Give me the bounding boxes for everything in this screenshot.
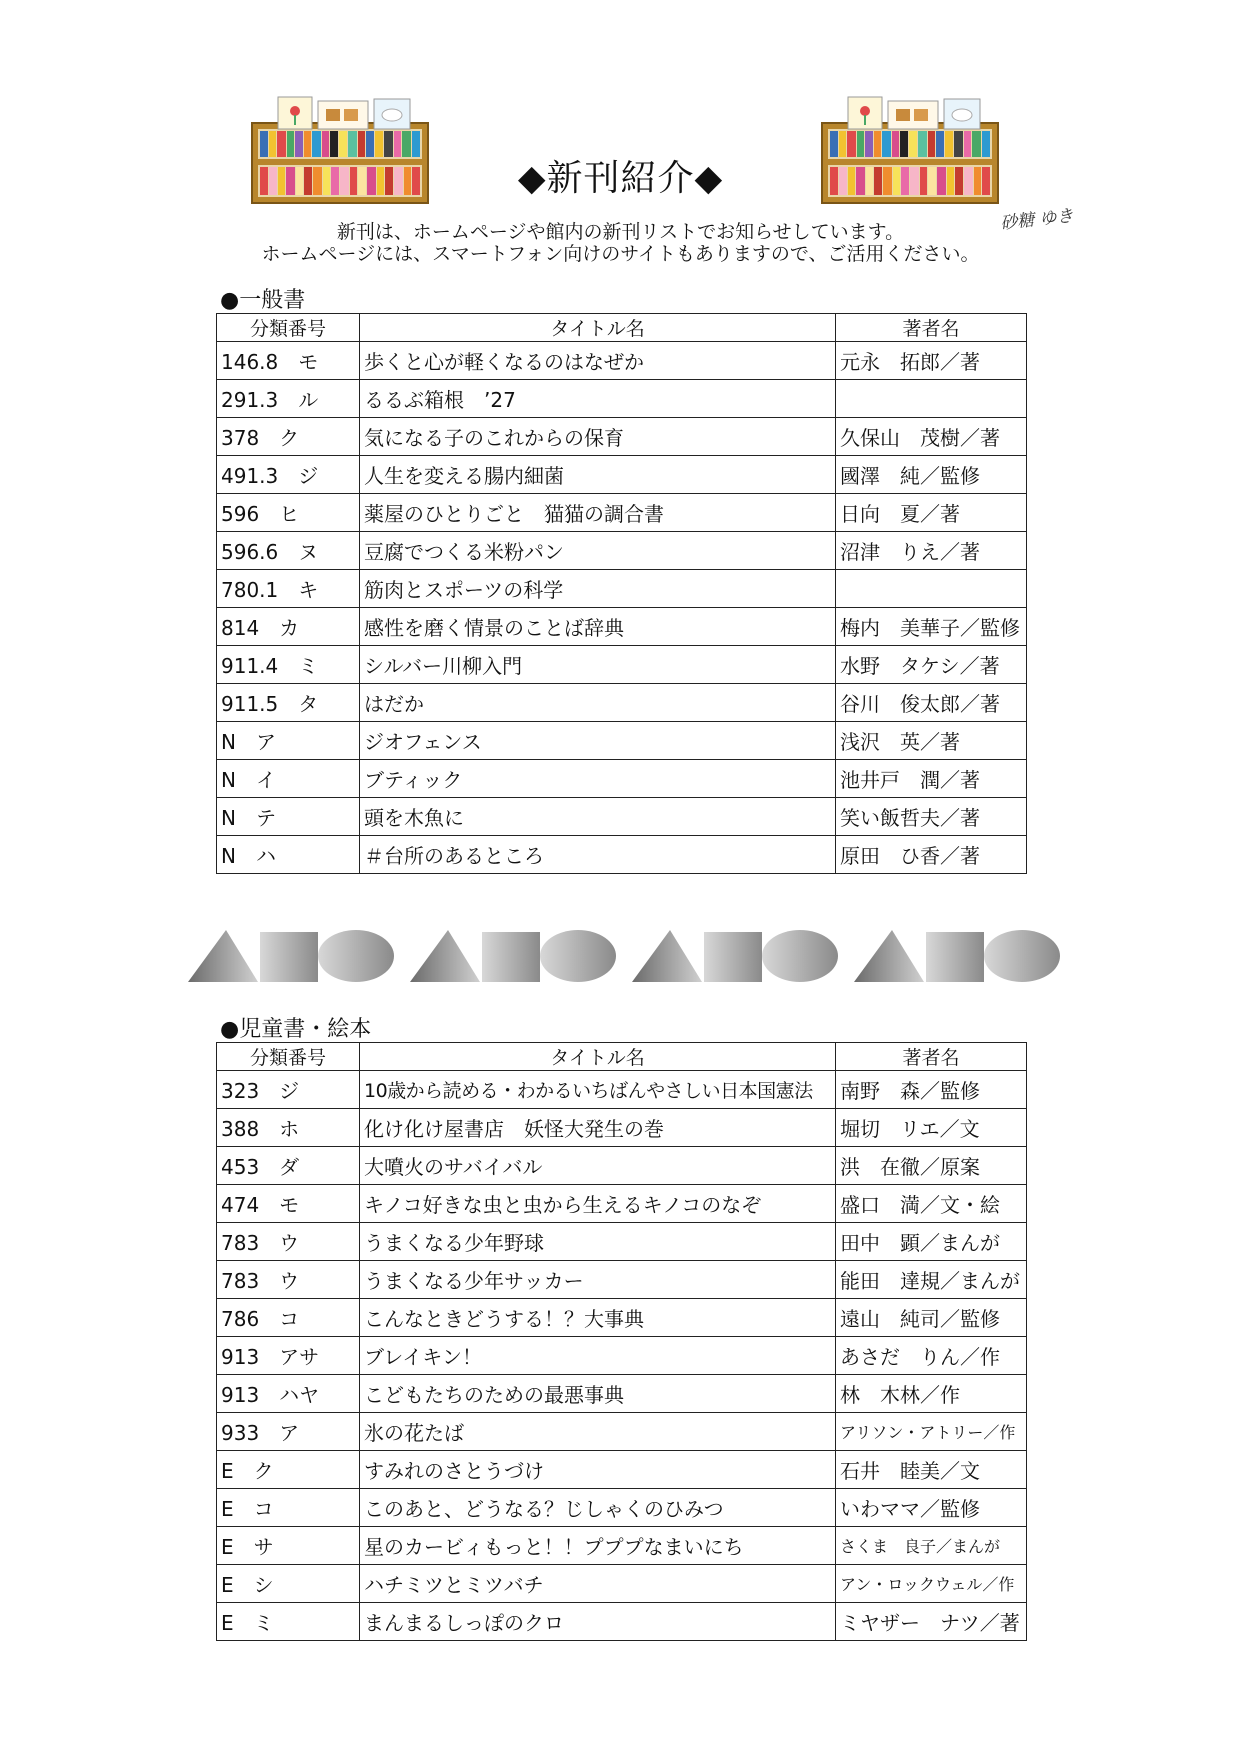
table-row xyxy=(217,1261,1027,1299)
classification-cell: 783 ウ xyxy=(217,1223,360,1261)
general-books-table xyxy=(216,313,1027,874)
table-row xyxy=(217,456,1027,494)
title-cell: 頭を木魚に xyxy=(360,798,836,836)
classification-cell: 911.4 ミ xyxy=(217,646,360,684)
title-cell: ブレイキン！ xyxy=(360,1337,836,1375)
title-cell: 大噴火のサバイバル xyxy=(360,1147,836,1185)
illustrator-signature: 砂糖 ゆき xyxy=(999,206,1075,234)
title-cell: こんなときどうする！？大事典 xyxy=(360,1299,836,1337)
classification-cell: 146.8 モ xyxy=(217,342,360,380)
classification-cell: 780.1 キ xyxy=(217,570,360,608)
title-cell: 豆腐でつくる米粉パン xyxy=(360,532,836,570)
table-row xyxy=(217,342,1027,380)
page-title: ◆新刊紹介◆ xyxy=(517,158,724,199)
author-cell: 田中 顕／まんが xyxy=(836,1223,1027,1261)
column-header-title: タイトル名 xyxy=(360,1043,836,1071)
classification-cell: 913 ハヤ xyxy=(217,1375,360,1413)
title-cell: まんまるしっぽのクロ xyxy=(360,1603,836,1641)
author-cell: 原田 ひ香／著 xyxy=(836,836,1027,874)
table-row xyxy=(217,418,1027,456)
intro-text: 新刊は、ホームページや館内の新刊リストでお知らせしています。 xyxy=(336,221,905,243)
table-header-row xyxy=(217,1043,1027,1071)
classification-cell: 596 ヒ xyxy=(217,494,360,532)
author-cell xyxy=(836,380,1027,418)
classification-cell: N ハ xyxy=(217,836,360,874)
table-row xyxy=(217,1299,1027,1337)
classification-cell: 913 アサ xyxy=(217,1337,360,1375)
author-cell: 池井戸 潤／著 xyxy=(836,760,1027,798)
table-row xyxy=(217,1489,1027,1527)
table-row xyxy=(217,608,1027,646)
children-books-table xyxy=(216,1042,1027,1641)
title-cell: こどもたちのための最悪事典 xyxy=(360,1375,836,1413)
classification-cell: 491.3 ジ xyxy=(217,456,360,494)
section-heading-children: ●児童書・絵本 xyxy=(220,1017,372,1042)
classification-cell: E コ xyxy=(217,1489,360,1527)
classification-cell: 783 ウ xyxy=(217,1261,360,1299)
title-cell: 歩くと心が軽くなるのはなぜか xyxy=(360,342,836,380)
table-row xyxy=(217,722,1027,760)
column-header-classification: 分類番号 xyxy=(217,1043,360,1071)
author-cell: アン・ロックウェル／作 xyxy=(836,1565,1027,1603)
classification-cell: E シ xyxy=(217,1565,360,1603)
title-cell: るるぶ箱根 ’27 xyxy=(360,380,836,418)
column-header-title: タイトル名 xyxy=(360,314,836,342)
author-cell: 谷川 俊太郎／著 xyxy=(836,684,1027,722)
title-cell: 氷の花たば xyxy=(360,1413,836,1451)
table-row xyxy=(217,494,1027,532)
title-cell: はだか xyxy=(360,684,836,722)
title-cell: ジオフェンス xyxy=(360,722,836,760)
author-cell: 元永 拓郎／著 xyxy=(836,342,1027,380)
classification-cell: 388 ホ xyxy=(217,1109,360,1147)
classification-cell: N テ xyxy=(217,798,360,836)
author-cell: さくま 良子／まんが xyxy=(836,1527,1027,1565)
title-cell: 筋肉とスポーツの科学 xyxy=(360,570,836,608)
author-cell: 洪 在徹／原案 xyxy=(836,1147,1027,1185)
table-row xyxy=(217,1109,1027,1147)
author-cell xyxy=(836,570,1027,608)
table-header-row xyxy=(217,314,1027,342)
table-row xyxy=(217,1185,1027,1223)
table-row xyxy=(217,1565,1027,1603)
author-cell: 盛口 満／文・絵 xyxy=(836,1185,1027,1223)
title-cell: ブティック xyxy=(360,760,836,798)
title-cell: シルバー川柳入門 xyxy=(360,646,836,684)
author-cell: 遠山 純司／監修 xyxy=(836,1299,1027,1337)
table-row xyxy=(217,836,1027,874)
table-row xyxy=(217,1071,1027,1109)
classification-cell: 453 ダ xyxy=(217,1147,360,1185)
intro-text: ホームページには、スマートフォン向けのサイトもありますので、ご活用ください。 xyxy=(261,243,980,265)
author-cell: あさだ りん／作 xyxy=(836,1337,1027,1375)
title-cell: 化け化け屋書店 妖怪大発生の巻 xyxy=(360,1109,836,1147)
classification-cell: 323 ジ xyxy=(217,1071,360,1109)
title-cell: ハチミツとミツバチ xyxy=(360,1565,836,1603)
author-cell: 笑い飯哲夫／著 xyxy=(836,798,1027,836)
author-cell: 沼津 りえ／著 xyxy=(836,532,1027,570)
classification-cell: E サ xyxy=(217,1527,360,1565)
table-row xyxy=(217,1223,1027,1261)
table-row xyxy=(217,798,1027,836)
title-cell: うまくなる少年サッカー xyxy=(360,1261,836,1299)
classification-cell: 911.5 タ xyxy=(217,684,360,722)
classification-cell: E ク xyxy=(217,1451,360,1489)
title-cell: うまくなる少年野球 xyxy=(360,1223,836,1261)
table-row xyxy=(217,1527,1027,1565)
author-cell: ミヤザー ナツ／著 xyxy=(836,1603,1027,1641)
author-cell: アリソン・アトリー／作 xyxy=(836,1413,1027,1451)
table-row xyxy=(217,380,1027,418)
author-cell: 國澤 純／監修 xyxy=(836,456,1027,494)
author-cell: 梅内 美華子／監修 xyxy=(836,608,1027,646)
title-cell: ＃台所のあるところ xyxy=(360,836,836,874)
title-cell: 薬屋のひとりごと 猫猫の調合書 xyxy=(360,494,836,532)
title-cell: 感性を磨く情景のことば辞典 xyxy=(360,608,836,646)
table-row xyxy=(217,1603,1027,1641)
title-cell: 人生を変える腸内細菌 xyxy=(360,456,836,494)
column-header-author: 著者名 xyxy=(836,1043,1027,1071)
section-heading-general: ●一般書 xyxy=(220,288,306,313)
table-row xyxy=(217,1451,1027,1489)
classification-cell: N ア xyxy=(217,722,360,760)
title-cell: 10歳から読める・わかるいちばんやさしい日本国憲法 xyxy=(360,1071,836,1109)
author-cell: 久保山 茂樹／著 xyxy=(836,418,1027,456)
classification-cell: 474 モ xyxy=(217,1185,360,1223)
table-row xyxy=(217,1147,1027,1185)
author-cell: 林 木林／作 xyxy=(836,1375,1027,1413)
classification-cell: E ミ xyxy=(217,1603,360,1641)
classification-cell: 814 カ xyxy=(217,608,360,646)
title-cell: すみれのさとうづけ xyxy=(360,1451,836,1489)
author-cell: 能田 達規／まんが xyxy=(836,1261,1027,1299)
title-cell: 気になる子のこれからの保育 xyxy=(360,418,836,456)
classification-cell: 291.3 ル xyxy=(217,380,360,418)
author-cell: いわママ／監修 xyxy=(836,1489,1027,1527)
table-row xyxy=(217,1413,1027,1451)
table-row xyxy=(217,1337,1027,1375)
classification-cell: 378 ク xyxy=(217,418,360,456)
author-cell: 日向 夏／著 xyxy=(836,494,1027,532)
classification-cell: 933 ア xyxy=(217,1413,360,1451)
author-cell: 浅沢 英／著 xyxy=(836,722,1027,760)
table-row xyxy=(217,532,1027,570)
geometric-shapes-divider-icon xyxy=(188,920,1078,988)
classification-cell: 786 コ xyxy=(217,1299,360,1337)
classification-cell: N イ xyxy=(217,760,360,798)
table-row xyxy=(217,760,1027,798)
title-cell: このあと、どうなる？じしゃくのひみつ xyxy=(360,1489,836,1527)
table-row xyxy=(217,684,1027,722)
title-cell: キノコ好きな虫と虫から生えるキノコのなぞ xyxy=(360,1185,836,1223)
author-cell: 石井 睦美／文 xyxy=(836,1451,1027,1489)
column-header-classification: 分類番号 xyxy=(217,314,360,342)
author-cell: 南野 森／監修 xyxy=(836,1071,1027,1109)
classification-cell: 596.6 ヌ xyxy=(217,532,360,570)
author-cell: 水野 タケシ／著 xyxy=(836,646,1027,684)
column-header-author: 著者名 xyxy=(836,314,1027,342)
table-row xyxy=(217,570,1027,608)
author-cell: 堀切 リエ／文 xyxy=(836,1109,1027,1147)
table-row xyxy=(217,646,1027,684)
table-row xyxy=(217,1375,1027,1413)
title-cell: 星のカービィもっと！！プププなまいにち xyxy=(360,1527,836,1565)
